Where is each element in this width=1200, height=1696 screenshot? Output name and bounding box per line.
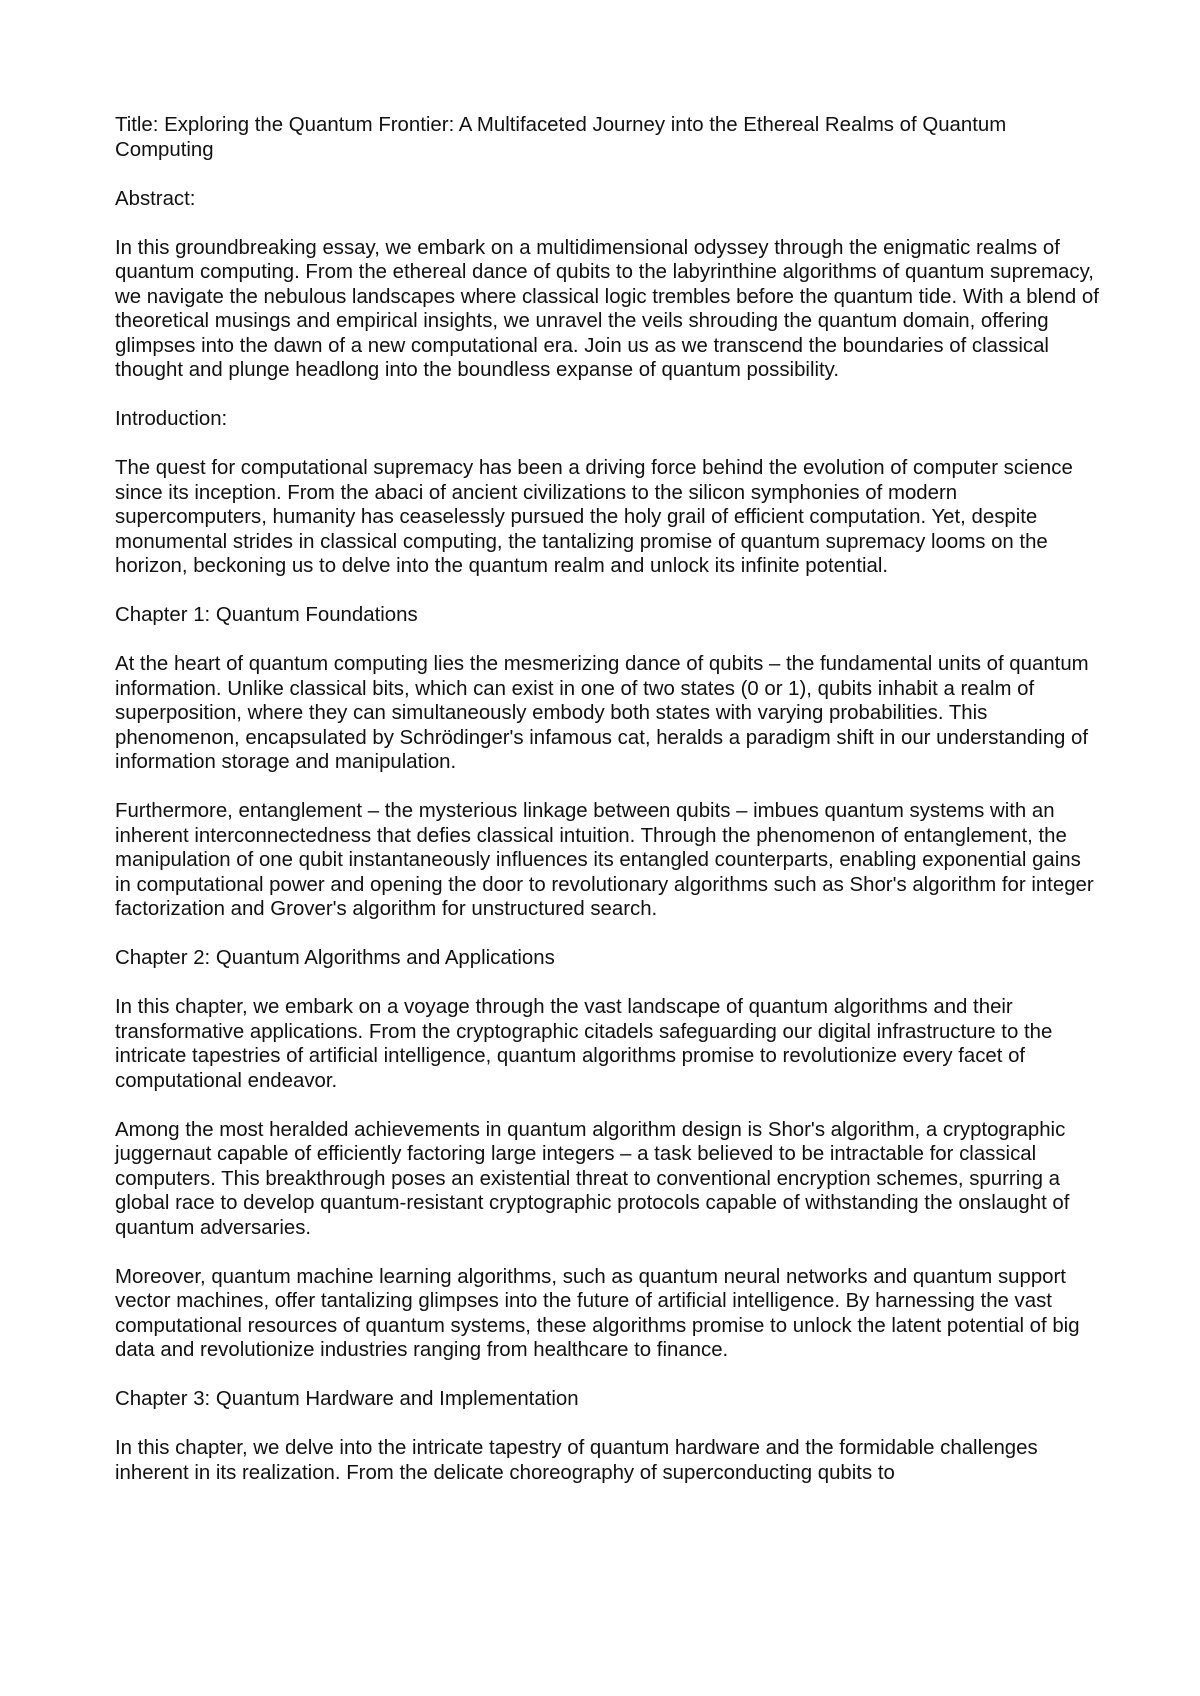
introduction-heading: Introduction: xyxy=(115,408,228,430)
document-body xyxy=(115,113,1100,1510)
introduction-paragraph: The quest for computational supremacy has been a driving force behind the evolution of computer science since its inception. From the abaci of ancient civilizations to the silicon symphonies of modern supercomputers, humanity has ceaselessly pursued the holy grail of efficient computation. Yet, despite monumental strides in classical computing, the tantalizing promise of quantum supremacy looms on the horizon, beckoning us to delve into the quantum realm and unlock its infinite potential. xyxy=(115,457,1073,577)
abstract-heading: Abstract: xyxy=(115,187,196,210)
chapter2-paragraph-2: Among the most heralded achievements in quantum algorithm design is Shor's algorithm, a cryptographic juggernaut capable of efficiently factoring large integers – a task believed to be intractable for classical computers. This breakthrough poses an existential threat to conventional encryption schemes, spurring a global race to develop quantum-resistant cryptographic protocols capable of withstanding the onslaught of quantum adversaries. xyxy=(115,1118,1070,1239)
document-title: Title: Exploring the Quantum Frontier: A Multifaceted Journey into the Ethereal Realms of Quantum Computing xyxy=(115,114,1007,161)
chapter1-heading: Chapter 1: Quantum Foundations xyxy=(115,604,418,626)
chapter3-heading: Chapter 3: Quantum Hardware and Implementation xyxy=(115,1388,579,1410)
chapter2-paragraph-3: Moreover, quantum machine learning algorithms, such as quantum neural networks and quantum support vector machines, offer tantalizing glimpses into the future of artificial intelligence. By harnessing the vast computational resources of quantum systems, these algorithms promise to unlock the latent potential of big data and revolutionize industries ranging from healthcare to finance. xyxy=(115,1265,1080,1361)
abstract-paragraph: In this groundbreaking essay, we embark on a multidimensional odyssey through the enigmatic realms of quantum computing. From the ethereal dance of qubits to the labyrinthine algorithms of quantum supremacy, we navigate the nebulous landscapes where classical logic trembles before the quantum tide. With a blend of theoretical musings and empirical insights, we unravel the veils shrouding the quantum domain, offering glimpses into the dawn of a new computational era. Join us as we transcend the boundaries of classical thought and plunge headlong into the boundless expanse of quantum possibility. xyxy=(115,236,1099,381)
chapter2-paragraph-1: In this chapter, we embark on a voyage through the vast landscape of quantum algorithms and their transformative applications. From the cryptographic citadels safeguarding our digital infrastructure to the intricate tapestries of artificial intelligence, quantum algorithms promise to revolutionize every facet of computational endeavor. xyxy=(115,996,1053,1092)
chapter1-paragraph-1: At the heart of quantum computing lies the mesmerizing dance of qubits – the fundamental units of quantum information. Unlike classical bits, which can exist in one of two states (0 or 1), qubits inhabit a realm of superposition, where they can simultaneously embody both states with varying probabilities. This phenomenon, encapsulated by Schrödinger's infamous cat, heralds a paradigm shift in our understanding of information storage and manipulation. xyxy=(115,653,1089,773)
chapter2-heading: Chapter 2: Quantum Algorithms and Applications xyxy=(115,947,555,969)
chapter3-paragraph-1: In this chapter, we delve into the intricate tapestry of quantum hardware and the formidable challenges inherent in its realization. From the delicate choreography of superconducting qubits to xyxy=(115,1437,1038,1484)
chapter1-paragraph-2: Furthermore, entanglement – the mysterious linkage between qubits – imbues quantum systems with an inherent interconnectedness that defies classical intuition. Through the phenomenon of entanglement, the manipulation of one qubit instantaneously influences its entangled counterparts, enabling exponential gains in computational power and opening the door to revolutionary algorithms such as Shor's algorithm for integer factorization and Grover's algorithm for unstructured search. xyxy=(115,800,1094,920)
